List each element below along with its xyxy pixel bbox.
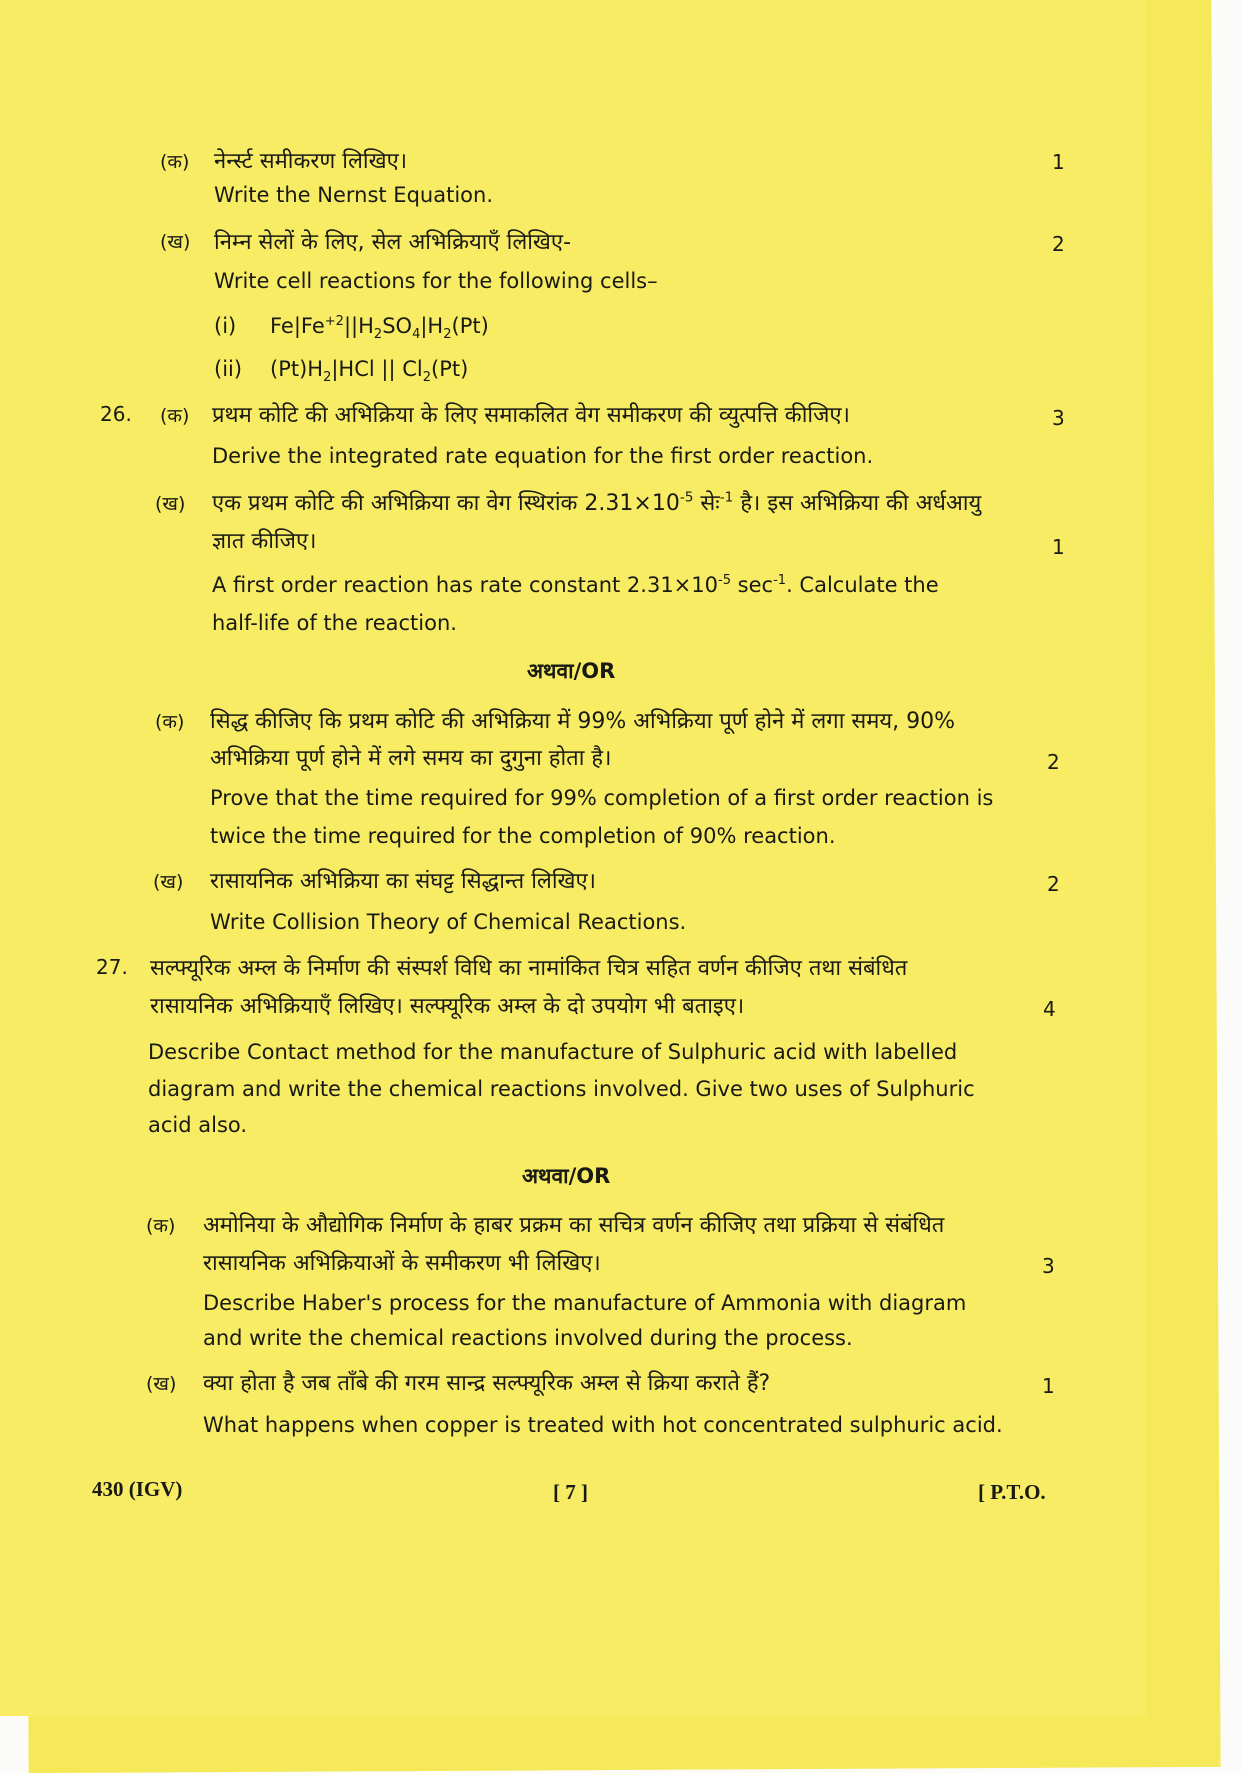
q27-or-divider: अथवा/OR [522, 1164, 611, 1188]
q26b-hindi-line2: ज्ञात कीजिए। [212, 529, 317, 554]
q25b-english: Write cell reactions for the following cells– [214, 269, 658, 293]
q27-alt-a-english-line1: Describe Haber's process for the manufacture of Ammonia with diagram [203, 1291, 967, 1315]
cell-i-notation: $Fe|Fe^{+2}||H_2SO_4|H_2(Pt)$ [270, 314, 489, 343]
q26-alt-a-hindi-line2: अभिक्रिया पूर्ण होने में लगे समय का दुगुना होता है। [210, 746, 612, 771]
q27-number: 27. [96, 955, 128, 979]
q27-english-line3: acid also. [148, 1113, 248, 1137]
q27-alt-a-hindi-line1: अमोनिया के औद्योगिक निर्माण के हाबर प्रक्रम का सचित्र वर्णन कीजिए तथा प्रक्रिया से संबंधित [203, 1213, 945, 1238]
q25a-hindi: नेर्न्स्ट समीकरण लिखिए। [214, 149, 408, 174]
paper-code: 430 (IGV) [92, 1477, 183, 1501]
q27-alt-a-marks: 3 [1042, 1254, 1055, 1278]
q26-alt-b-label: (ख) [153, 871, 184, 893]
q26-alt-a-english-line2: twice the time required for the completion of 90% reaction. [210, 824, 836, 848]
q26-number: 26. [100, 402, 132, 426]
q26-alt-a-hindi-line1: सिद्ध कीजिए कि प्रथम कोटि की अभिक्रिया में 99% अभिक्रिया पूर्ण होने में लगा समय, 90% [210, 709, 956, 734]
q25b-marks: 2 [1052, 232, 1065, 256]
q26-alt-b-english: Write Collision Theory of Chemical Reactions. [210, 910, 687, 934]
q26a-marks: 3 [1052, 406, 1065, 430]
q25a-marks: 1 [1052, 150, 1065, 174]
q27-alt-b-hindi: क्या होता है जब ताँबे की गरम सान्द्र सल्फ्यूरिक अम्ल से क्रिया कराते हैं? [203, 1371, 771, 1396]
q27-alt-b-label: (ख) [146, 1373, 177, 1395]
cell-ii-label: (ii) [214, 357, 243, 381]
q27-alt-a-english-line2: and write the chemical reactions involved during the process. [203, 1326, 853, 1350]
q27-alt-b-marks: 1 [1042, 1374, 1055, 1398]
q26a-label: (क) [160, 405, 190, 427]
q26-alt-b-hindi: रासायनिक अभिक्रिया का संघट्ट सिद्धान्त लिखिए। [210, 869, 597, 894]
pto-note: [ P.T.O. [978, 1480, 1046, 1504]
q26-alt-a-marks: 2 [1047, 750, 1060, 774]
q26b-label: (ख) [155, 493, 186, 515]
q27-hindi-line1: सल्फ्यूरिक अम्ल के निर्माण की संस्पर्श विधि का नामांकित चित्र सहित वर्णन कीजिए तथा संबंधित [150, 956, 908, 981]
q26-alt-a-label: (क) [155, 711, 185, 733]
q26-alt-a-english-line1: Prove that the time required for 99% completion of a first order reaction is [210, 786, 994, 810]
page-number: [ 7 ] [553, 1480, 588, 1504]
q26-alt-b-marks: 2 [1047, 872, 1060, 896]
q26b-hindi-line1: एक प्रथम कोटि की अभिक्रिया का वेग स्थिरांक $2.31\times 10^{-5}$ सेः$^{-1}$ है। इस अभिक्रिया की अर्धआयु [212, 489, 982, 516]
q25a-english: Write the Nernst Equation. [214, 183, 493, 207]
q27-alt-b-english: What happens when copper is treated with hot concentrated sulphuric acid. [203, 1413, 1003, 1437]
q25b-label: (ख) [160, 231, 191, 253]
q25a-label: (क) [160, 151, 190, 173]
q27-english-line1: Describe Contact method for the manufacture of Sulphuric acid with labelled [148, 1040, 958, 1064]
q26b-marks: 1 [1052, 535, 1065, 559]
q26b-english-line1: A first order reaction has rate constant $2.31\times 10^{-5}$ $\sec^{-1}$. Calculate the [212, 573, 939, 597]
cell-i-label: (i) [214, 314, 237, 338]
q26b-english-line2: half-life of the reaction. [212, 611, 457, 635]
q26a-hindi: प्रथम कोटि की अभिक्रिया के लिए समाकलित वेग समीकरण की व्युत्पत्ति कीजिए। [212, 403, 850, 428]
q27-marks: 4 [1043, 997, 1056, 1021]
q26a-english: Derive the integrated rate equation for the first order reaction. [212, 444, 874, 468]
q27-hindi-line2: रासायनिक अभिक्रियाएँ लिखिए। सल्फ्यूरिक अम्ल के दो उपयोग भी बताइए। [150, 994, 745, 1019]
q26-or-divider: अथवा/OR [527, 659, 616, 683]
q27-alt-a-hindi-line2: रासायनिक अभिक्रियाओं के समीकरण भी लिखिए। [203, 1251, 601, 1276]
cell-ii-notation: $(Pt)H_2|HCl$ || $Cl_2(Pt)$ [270, 357, 469, 386]
q27-english-line2: diagram and write the chemical reactions involved. Give two uses of Sulphuric [148, 1077, 975, 1101]
q25b-hindi: निम्न सेलों के लिए, सेल अभिक्रियाएँ लिखिए- [214, 230, 572, 255]
q27-alt-a-label: (क) [146, 1215, 176, 1237]
